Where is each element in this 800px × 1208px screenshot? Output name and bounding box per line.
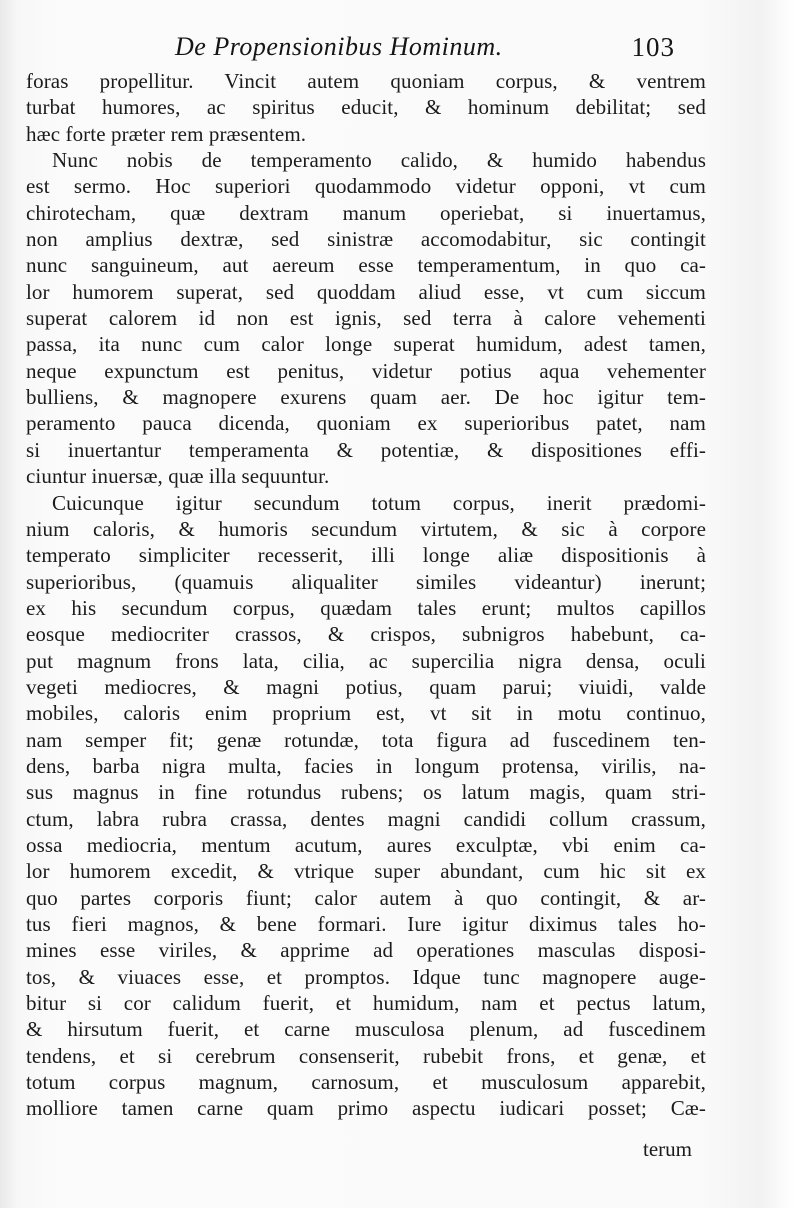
text-line: Cuicunque igitur secundum totum corpus, inerit prædomi-: [52, 490, 706, 515]
text-line: ctum, labra rubra crassa, dentes magni candidi collum crassum,: [26, 806, 706, 831]
text-line: quo partes corporis fiunt; calor autem à quo contingit, & ar-: [26, 885, 706, 910]
text-line: bulliens, & magnopere exurens quam aer. De hoc igitur tem-: [26, 385, 706, 410]
text-line: neque expunctum est penitus, videtur potius aqua vehementer: [26, 358, 706, 383]
text-line: vegeti mediocres, & magni potius, quam parui; viuidi, valde: [26, 674, 706, 699]
text-line: molliore tamen carne quam primo aspectu iudicari posset; Cæ-: [26, 1096, 706, 1121]
text-line: tos, & viuaces esse, et promptos. Idque tunc magnopere auge-: [26, 964, 706, 989]
text-line: nunc sanguineum, aut aereum esse temperamentum, in quo ca-: [26, 253, 706, 278]
text-line: superioribus, (quamuis aliqualiter similes videantur) inerunt;: [26, 569, 706, 594]
text-line: put magnum frons lata, cilia, ac supercilia nigra densa, oculi: [26, 648, 706, 673]
text-line: lor humorem superat, sed quoddam aliud esse, vt cum siccum: [26, 279, 706, 304]
text-line: superat calorem id non est ignis, sed terra à calore vehementi: [26, 306, 706, 331]
text-line: ex his secundum corpus, quædam tales erunt; multos capillos: [26, 595, 706, 620]
text-line: Nunc nobis de temperamento calido, & humido habendus: [52, 148, 706, 173]
text-line: dens, barba nigra multa, facies in longum protensa, virilis, na-: [26, 753, 706, 778]
text-line: est sermo. Hoc superiori quodammodo videtur opponi, vt cum: [26, 174, 706, 199]
running-title: De Propensionibus Hominum.: [175, 32, 503, 61]
page-edge-shadow: [774, 0, 800, 1208]
text-line: sus magnus in fine rotundus rubens; os latum magis, quam stri-: [26, 780, 706, 805]
text-line: turbat humores, ac spiritus educit, & hominum debilitat; sed: [26, 95, 706, 120]
text-line: lor humorem excedit, & vtrique super abundant, cum hic sit ex: [26, 859, 706, 884]
text-line: si inuertantur temperamenta & potentiæ, & dispositiones effi-: [26, 437, 706, 462]
text-line: tendens, et si cerebrum consenserit, rubebit frons, et genæ, et: [26, 1043, 706, 1068]
text-line: passa, ita nunc cum calor longe superat humidum, adest tamen,: [26, 332, 706, 357]
catchword: terum: [643, 1137, 692, 1161]
text-line: non amplius dextræ, sed sinistræ accomodabitur, sic contingit: [26, 227, 706, 252]
text-line: & hirsutum fuerit, et carne musculosa plenum, ad fuscedinem: [26, 1017, 706, 1042]
page-number: 103: [631, 32, 675, 62]
text-line: peramento pauca dicenda, quoniam ex superioribus patet, nam: [26, 411, 706, 436]
text-line: nam semper fit; genæ rotundæ, tota figura ad fuscedinem ten-: [26, 727, 706, 752]
text-line: hæc forte præter rem præsentem.: [26, 121, 307, 146]
text-line: mines esse viriles, & apprime ad operationes masculas disposi-: [26, 938, 706, 963]
page-header: [175, 30, 675, 66]
text-line: ciuntur inuersæ, quæ illa sequuntur.: [26, 464, 330, 489]
body-text: [26, 68, 706, 1122]
text-line: eosque mediocriter crassos, & crispos, subnigros habebunt, ca-: [26, 622, 706, 647]
text-line: temperato simpliciter recesserit, illi longe aliæ dispositionis à: [26, 543, 706, 568]
text-line: tus fieri magnos, & bene formari. Iure igitur diximus tales ho-: [26, 912, 706, 936]
text-line: nium caloris, & humoris secundum virtutem, & sic à corpore: [26, 516, 706, 541]
text-line: mobiles, caloris enim proprium est, vt sit in motu continuo,: [26, 701, 706, 726]
text-line: ossa mediocria, mentum acutum, aures exculptæ, vbi enim ca-: [26, 832, 706, 857]
text-line: bitur si cor calidum fuerit, et humidum, nam et pectus latum,: [26, 991, 706, 1016]
text-line: foras propellitur. Vincit autem quoniam corpus, & ventrem: [26, 69, 706, 93]
text-line: chirotecham, quæ dextram manum operiebat, si inuertamus,: [26, 200, 706, 225]
text-line: totum corpus magnum, carnosum, et musculosum apparebit,: [26, 1070, 706, 1095]
